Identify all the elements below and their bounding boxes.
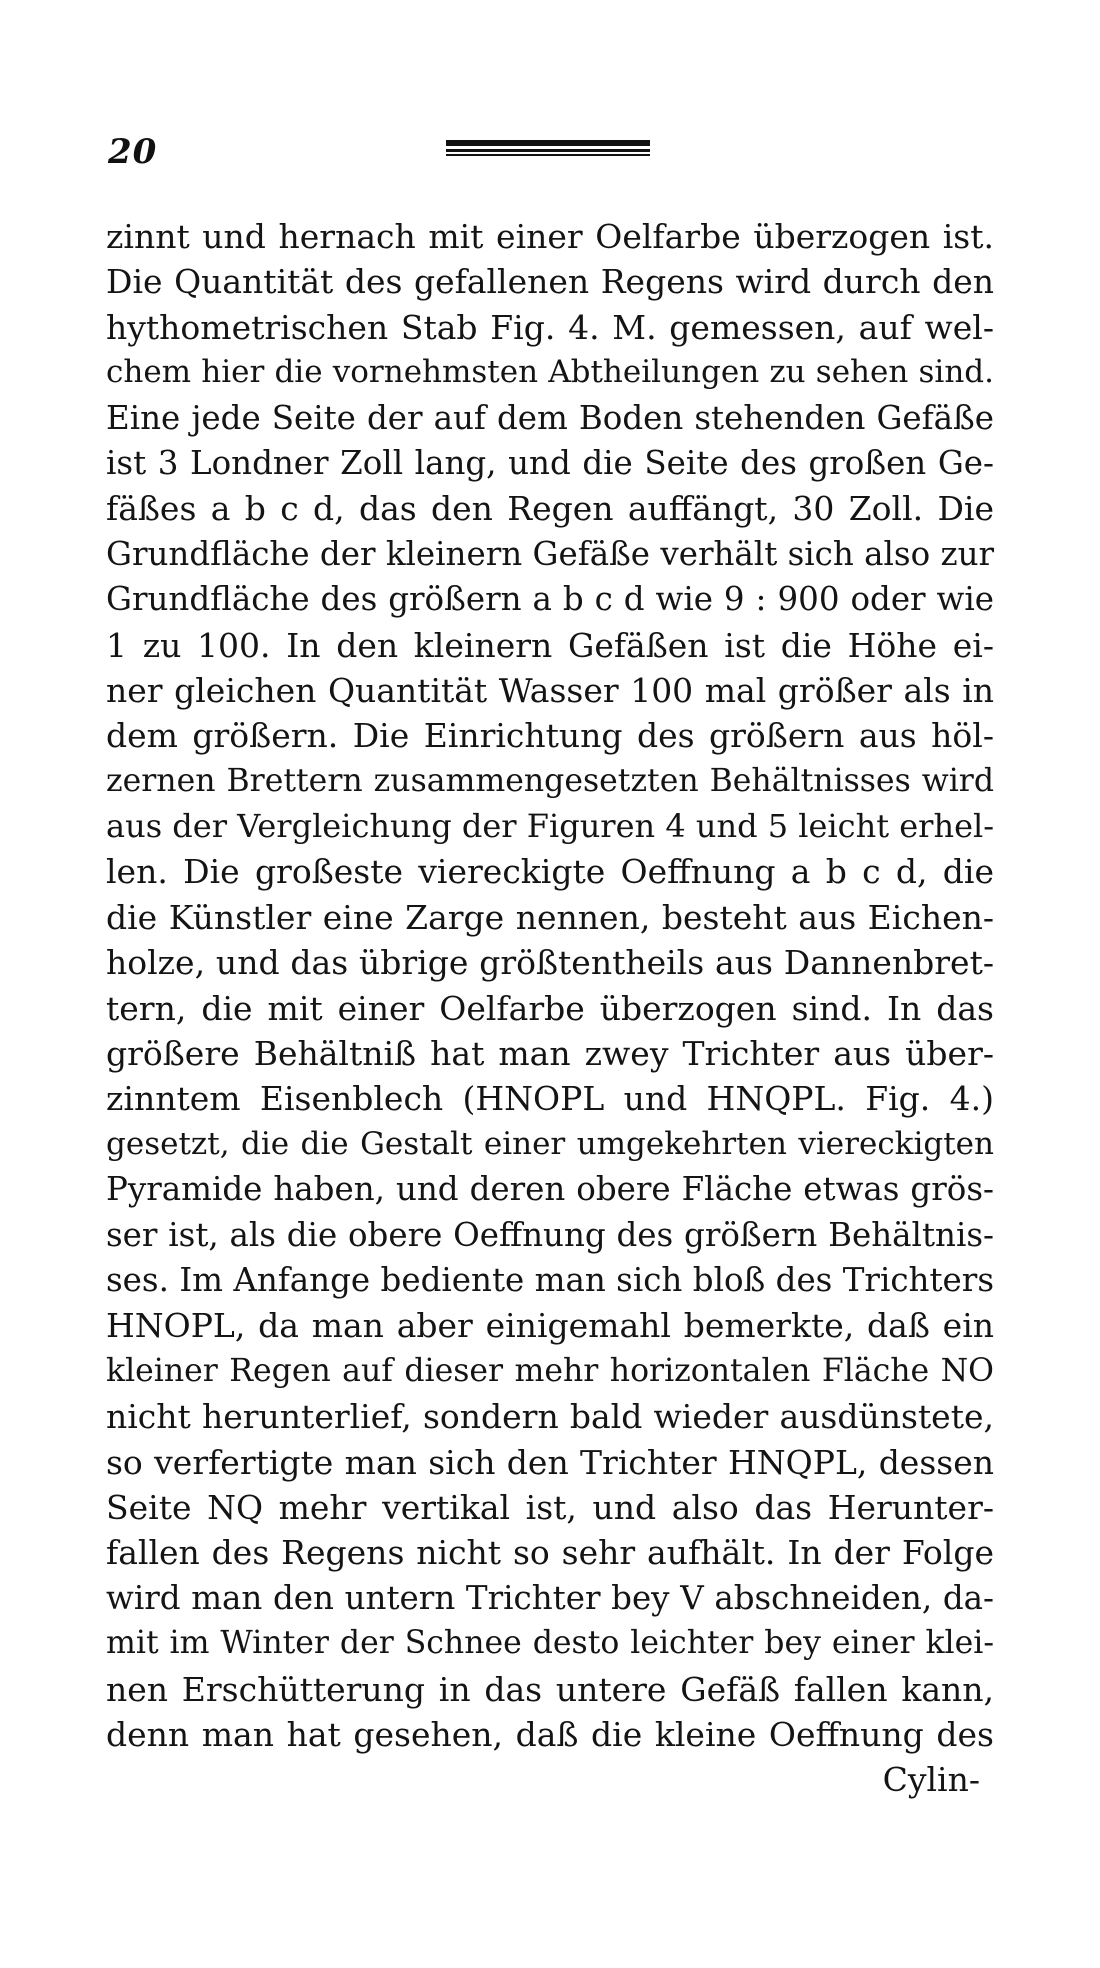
text-line: holze, und das übrige größtentheils aus Dannenbret-: [106, 943, 994, 983]
text-line: so verfertigte man sich den Trichter HNQPL, dessen: [106, 1442, 994, 1482]
page-number: 20: [108, 132, 158, 172]
text-line: denn man hat gesehen, daß die kleine Oeffnung des: [106, 1714, 994, 1754]
text-line: 1 zu 100. In den kleinern Gefäßen ist die Höhe ei-: [106, 625, 994, 665]
text-line: tern, die mit einer Oelfarbe überzogen sind. In das: [106, 988, 994, 1028]
text-line: Die Quantität des gefallenen Regens wird durch den: [106, 262, 994, 302]
catchword: Cylin-: [882, 1760, 980, 1800]
text-line: mit im Winter der Schnee desto leichter bey einer klei-: [106, 1625, 994, 1662]
text-line: die Künstler eine Zarge nennen, besteht aus Eichen-: [106, 897, 994, 937]
text-line: Seite NQ mehr vertikal ist, und also das Herunter-: [106, 1487, 994, 1527]
text-line: fallen des Regens nicht so sehr aufhält. In der Folge: [106, 1533, 994, 1573]
header-rule: [446, 140, 650, 158]
text-line: ist 3 Londner Zoll lang, und die Seite des großen Ge-: [106, 443, 994, 482]
text-line: kleiner Regen auf dieser mehr horizontalen Fläche NO: [106, 1352, 994, 1389]
text-line: hythometrischen Stab Fig. 4. M. gemessen, auf wel-: [106, 307, 994, 347]
body-text: [106, 214, 994, 1803]
text-line: chem hier die vornehmsten Abtheilungen zu sehen sind.: [106, 354, 994, 391]
text-line: Grundfläche der kleinern Gefäße verhält sich also zur: [106, 534, 994, 573]
text-line: Grundfläche des größern a b c d wie 9 : 900 oder wie: [106, 580, 994, 619]
text-line: nen Erschütterung in das untere Gefäß fallen kann,: [106, 1669, 994, 1709]
text-line: wird man den untern Trichter bey V abschneiden, da-: [106, 1578, 994, 1617]
text-line: ser ist, als die obere Oeffnung des größern Behältnis-: [106, 1215, 994, 1254]
text-line: HNOPL, da man aber einigemahl bemerkte, daß ein: [106, 1306, 994, 1346]
text-line: aus der Vergleichung der Figuren 4 und 5 leicht erhel-: [106, 807, 994, 846]
text-line: Eine jede Seite der auf dem Boden stehenden Gefäße: [106, 398, 994, 437]
text-line: zinntem Eisenblech (HNOPL und HNQPL. Fig. 4.): [106, 1079, 994, 1119]
header-rule-bar: [446, 154, 650, 156]
header-rule-bar: [446, 140, 650, 146]
header-rule-bar: [446, 149, 650, 152]
text-line: zernen Brettern zusammengesetzten Behältnisses wird: [106, 762, 994, 799]
text-line: gesetzt, die die Gestalt einer umgekehrten viereckigten: [106, 1125, 994, 1162]
text-line: zinnt und hernach mit einer Oelfarbe überzogen ist.: [106, 217, 994, 256]
text-line: Pyramide haben, und deren obere Fläche etwas grös-: [106, 1170, 994, 1209]
text-line: größere Behältniß hat man zwey Trichter aus über-: [106, 1034, 994, 1074]
text-line: fäßes a b c d, das den Regen auffängt, 30 Zoll. Die: [106, 489, 994, 529]
text-line: dem größern. Die Einrichtung des größern aus höl-: [106, 716, 994, 756]
text-line: ses. Im Anfange bediente man sich bloß des Trichters: [106, 1260, 994, 1299]
text-line: nicht herunterlief, sondern bald wieder ausdünstete,: [106, 1397, 994, 1437]
text-line: ner gleichen Quantität Wasser 100 mal größer als in: [106, 670, 994, 710]
text-line: len. Die großeste viereckigte Oeffnung a b c d, die: [106, 852, 994, 892]
